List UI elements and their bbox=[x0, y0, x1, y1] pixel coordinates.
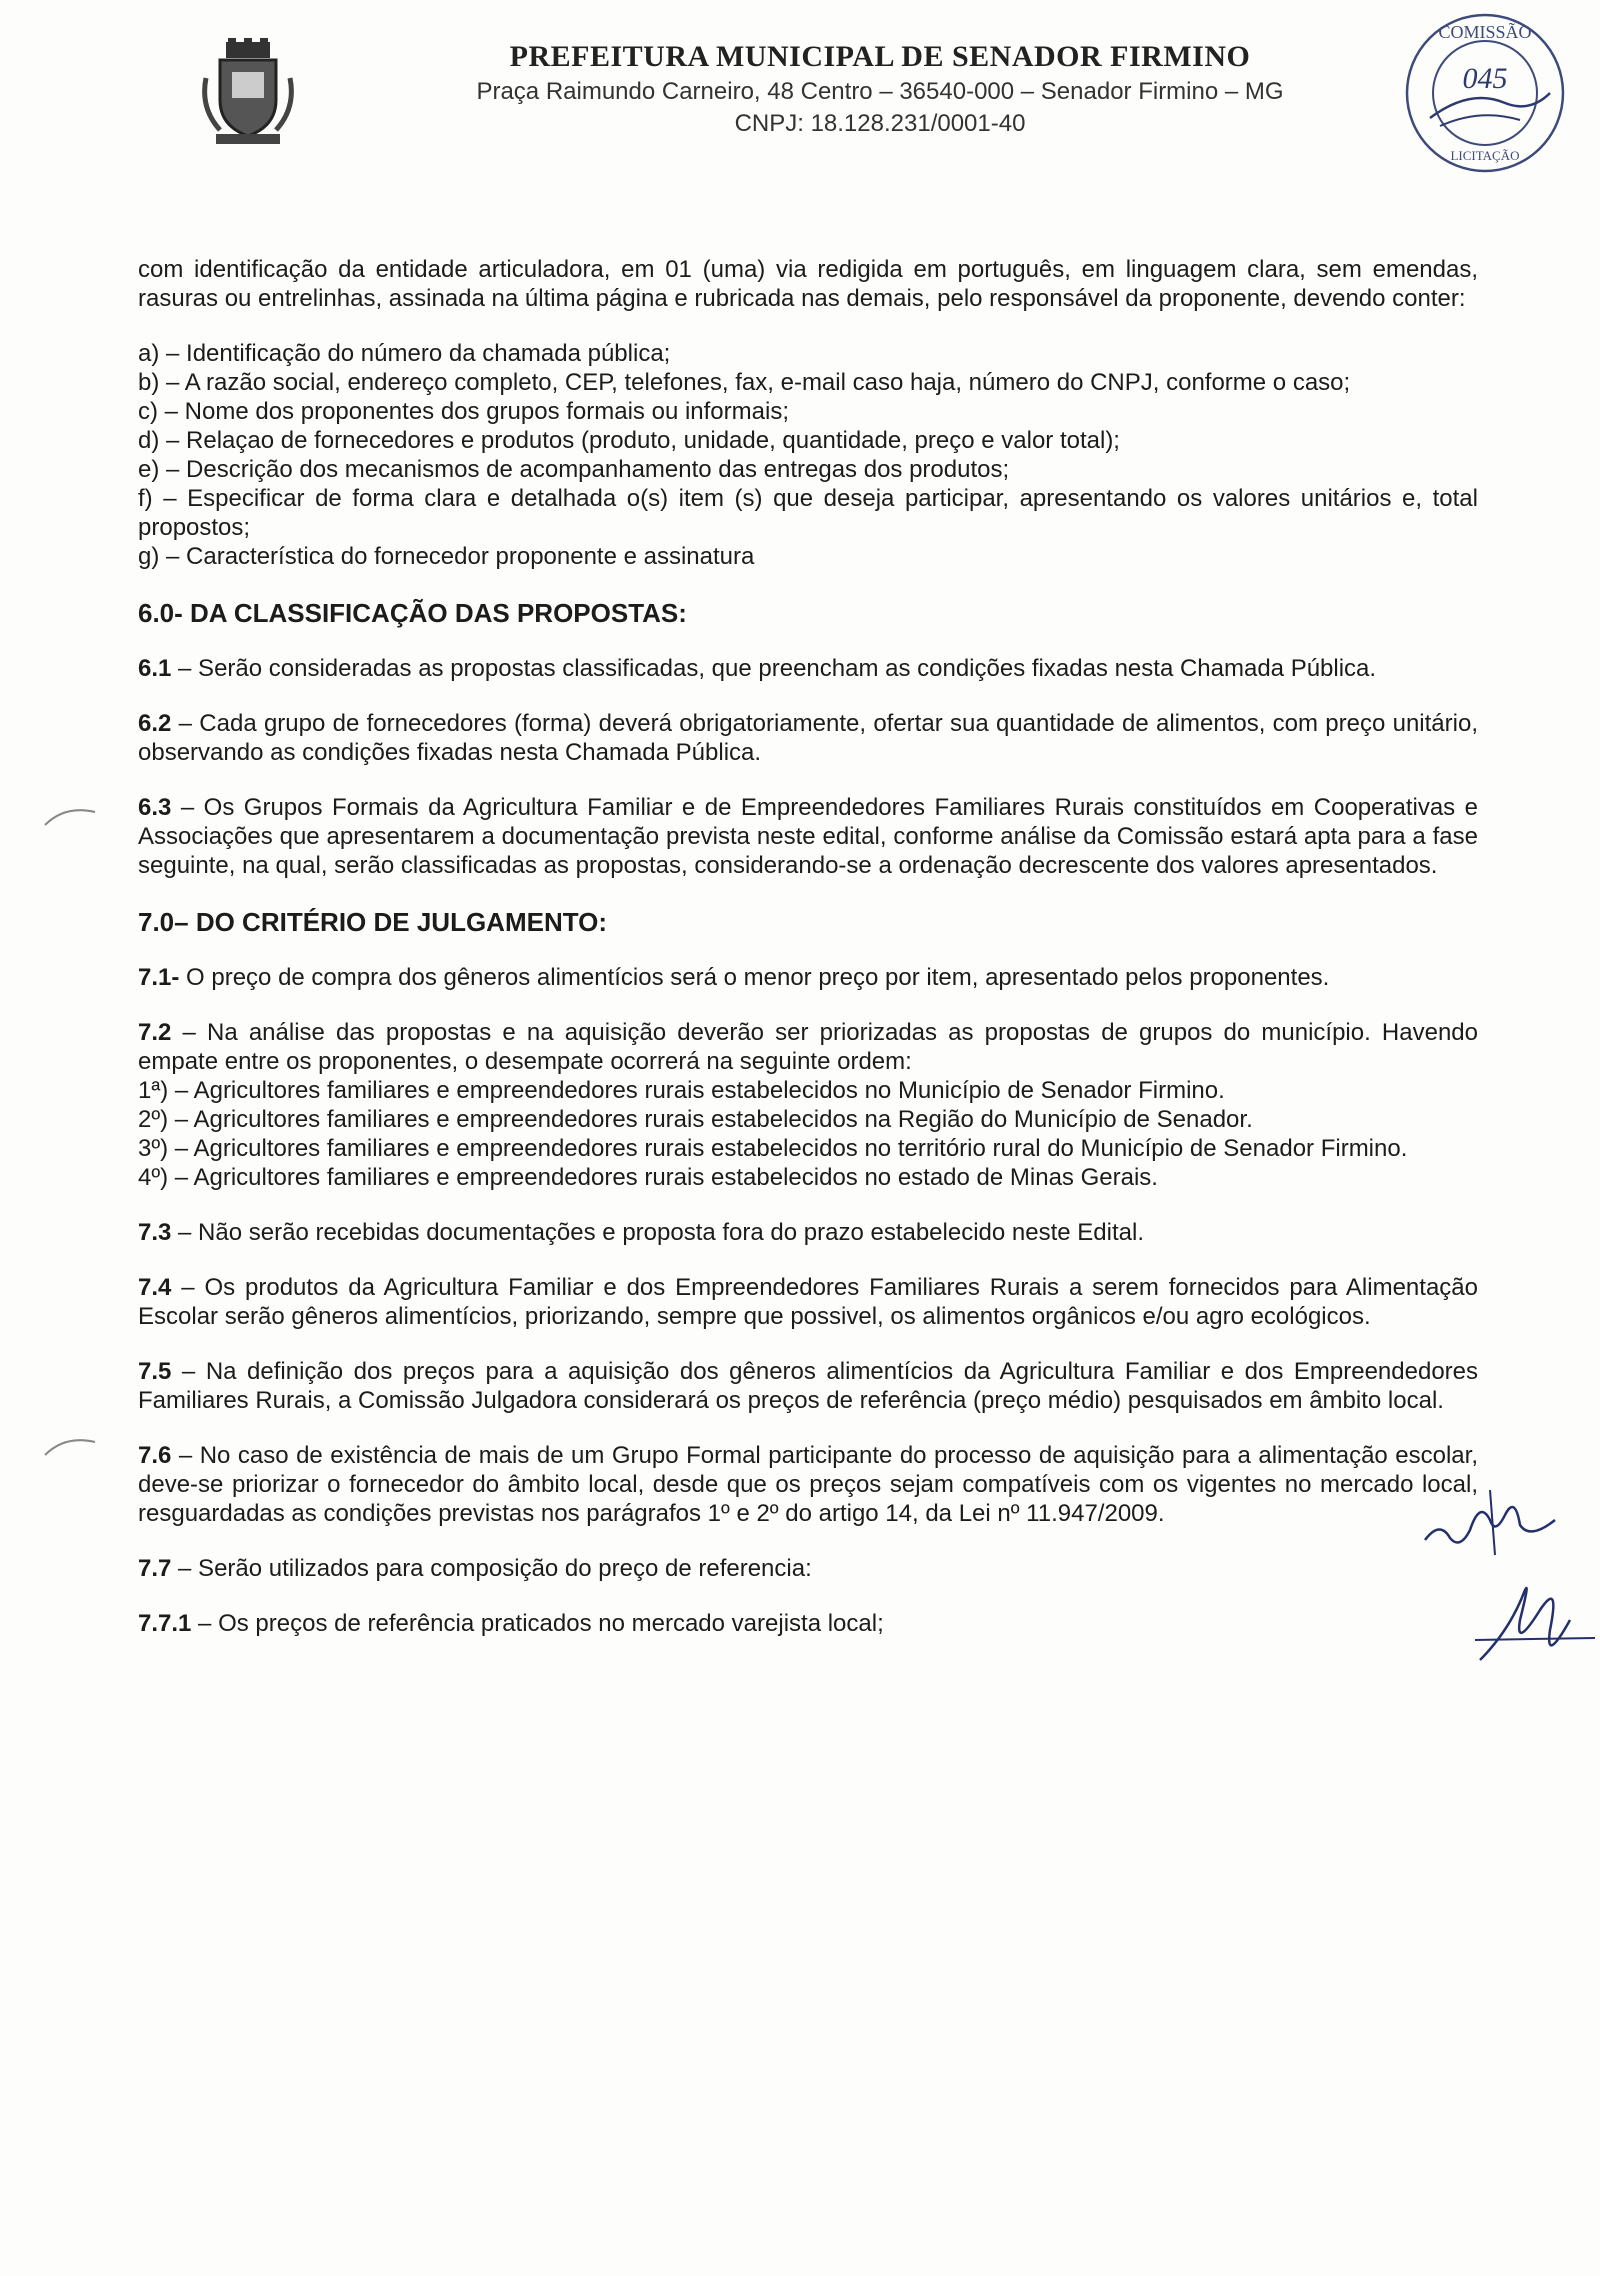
clause-text: – Serão utilizados para composição do preço de referencia: bbox=[171, 1555, 812, 1582]
document-body bbox=[138, 255, 1478, 1638]
clause-number: 7.1- bbox=[138, 964, 180, 991]
clause-text: – No caso de existência de mais de um Grupo Formal participante do processo de aquisição para a alimentação escolar, deve-se priorizar o fornecedor do âmbito local, desde que os preços sejam compatíveis com os vigentes no mercado local, resguardadas as condições previstas nos parágrafos 1º e 2º do artigo 14, da Lei nº 11.947/2009. bbox=[138, 1442, 1478, 1527]
clause-number: 6.3 bbox=[138, 794, 172, 821]
clause-number: 6.1 bbox=[138, 655, 172, 682]
clause-7-4 bbox=[138, 1273, 1478, 1331]
stamp-number: 045 bbox=[1462, 62, 1508, 95]
order-item: 3º) – Agricultores familiares e empreendedores rurais estabelecidos no território rural do Município de Senador Firmino. bbox=[138, 1135, 1408, 1162]
list-item: f) – Especificar de forma clara e detalhada o(s) item (s) que deseja participar, apresentando os valores unitários e, total propostos; bbox=[138, 485, 1478, 541]
clause-number: 7.2 bbox=[138, 1019, 172, 1046]
clause-7-3 bbox=[138, 1218, 1478, 1247]
margin-mark bbox=[40, 800, 100, 830]
handwritten-initials bbox=[1420, 1480, 1560, 1560]
stamp-ring-top: COMISSÃO bbox=[1438, 22, 1532, 42]
clause-text: – Não serão recebidas documentações e proposta fora do prazo estabelecido neste Edital. bbox=[171, 1219, 1144, 1246]
clause-number: 7.4 bbox=[138, 1274, 172, 1301]
municipality-address: Praça Raimundo Carneiro, 48 Centro – 36540-000 – Senador Firmino – MG bbox=[476, 78, 1284, 105]
order-item: 4º) – Agricultores familiares e empreendedores rurais estabelecidos no estado de Minas Gerais. bbox=[138, 1164, 1158, 1191]
clause-number: 7.7.1 bbox=[138, 1610, 192, 1637]
intro-paragraph: com identificação da entidade articuladora, em 01 (uma) via redigida em português, em linguagem clara, sem emendas, rasuras ou entrelinhas, assinada na última página e rubricada nas demais, pelo responsável da proponente, devendo conter: bbox=[138, 256, 1478, 312]
order-item: 1ª) – Agricultores familiares e empreendedores rurais estabelecidos no Município de Senador Firmino. bbox=[138, 1077, 1225, 1104]
clause-7-2 bbox=[138, 1018, 1478, 1076]
clause-6-1 bbox=[138, 654, 1478, 683]
clause-7-6 bbox=[138, 1441, 1478, 1528]
list-item: c) – Nome dos proponentes dos grupos formais ou informais; bbox=[138, 398, 789, 425]
list-item: g) – Característica do fornecedor proponente e assinatura bbox=[138, 543, 755, 570]
list-item: e) – Descrição dos mecanismos de acompanhamento das entregas dos produtos; bbox=[138, 456, 1010, 483]
clause-number: 7.5 bbox=[138, 1358, 172, 1385]
margin-mark bbox=[40, 1430, 100, 1460]
clause-7-5 bbox=[138, 1357, 1478, 1415]
section-heading-6: 6.0- DA CLASSIFICAÇÃO DAS PROPOSTAS: bbox=[138, 598, 687, 628]
clause-number: 7.3 bbox=[138, 1219, 172, 1246]
list-item: d) – Relaçao de fornecedores e produtos (produto, unidade, quantidade, preço e valor total); bbox=[138, 427, 1120, 454]
clause-number: 7.6 bbox=[138, 1442, 172, 1469]
clause-text: – Os Grupos Formais da Agricultura Familiar e de Empreendedores Familiares Rurais constituídos em Cooperativas e Associações que apresentarem a documentação prevista neste edital, conforme análise da Comissão estará apta para a fase seguinte, na qual, serão classificadas as propostas, considerando-se a ordenação decrescente dos valores apresentados. bbox=[138, 794, 1478, 879]
list-item: b) – A razão social, endereço completo, CEP, telefones, fax, e-mail caso haja, número do CNPJ, conforme o caso; bbox=[138, 369, 1351, 396]
clause-6-2 bbox=[138, 709, 1478, 767]
clause-text: – Os preços de referência praticados no mercado varejista local; bbox=[191, 1610, 884, 1637]
letterhead bbox=[0, 0, 1600, 163]
clause-text: – Os produtos da Agricultura Familiar e dos Empreendedores Familiares Rurais a serem fornecidos para Alimentação Escolar serão gêneros alimentícios, priorizando, sempre que possivel, os alimentos orgânicos e/ou agro ecológicos. bbox=[138, 1274, 1478, 1330]
commission-stamp bbox=[1400, 8, 1570, 178]
clause-text: – Na análise das propostas e na aquisição deverão ser priorizadas as propostas de grupos do município. Havendo empate entre os proponentes, o desempate ocorrerá na seguinte ordem: bbox=[138, 1019, 1478, 1075]
municipality-cnpj: CNPJ: 18.128.231/0001-40 bbox=[734, 110, 1026, 137]
clause-text: – Na definição dos preços para a aquisição dos gêneros alimentícios da Agricultura Familiar e dos Empreendedores Familiares Rurais, a Comissão Julgadora considerará os preços de referência (preço médio) pesquisados em âmbito local. bbox=[138, 1358, 1478, 1414]
clause-6-3 bbox=[138, 793, 1478, 880]
clause-number: 7.7 bbox=[138, 1555, 172, 1582]
clause-text: – Cada grupo de fornecedores (forma) deverá obrigatoriamente, ofertar sua quantidade de alimentos, com preço unitário, observando as condições fixadas nesta Chamada Pública. bbox=[138, 710, 1478, 766]
clause-text: O preço de compra dos gêneros alimentícios será o menor preço por item, apresentado pelos proponentes. bbox=[179, 964, 1330, 991]
clause-number: 6.2 bbox=[138, 710, 172, 737]
section-heading-7: 7.0– DO CRITÉRIO DE JULGAMENTO: bbox=[138, 907, 608, 937]
list-item: a) – Identificação do número da chamada pública; bbox=[138, 340, 671, 367]
clause-7-1 bbox=[138, 963, 1478, 992]
clause-text: – Serão consideradas as propostas classificadas, que preencham as condições fixadas nesta Chamada Pública. bbox=[171, 655, 1377, 682]
municipality-title: PREFEITURA MUNICIPAL DE SENADOR FIRMINO bbox=[509, 40, 1251, 73]
stamp-ring-bottom: LICITAÇÃO bbox=[1450, 148, 1520, 163]
handwritten-signature bbox=[1470, 1570, 1600, 1680]
municipal-crest-icon bbox=[198, 38, 298, 148]
order-item: 2º) – Agricultores familiares e empreendedores rurais estabelecidos na Região do Município de Senador. bbox=[138, 1106, 1253, 1133]
clause-7-7-1 bbox=[138, 1609, 1478, 1638]
clause-7-7 bbox=[138, 1554, 1478, 1583]
